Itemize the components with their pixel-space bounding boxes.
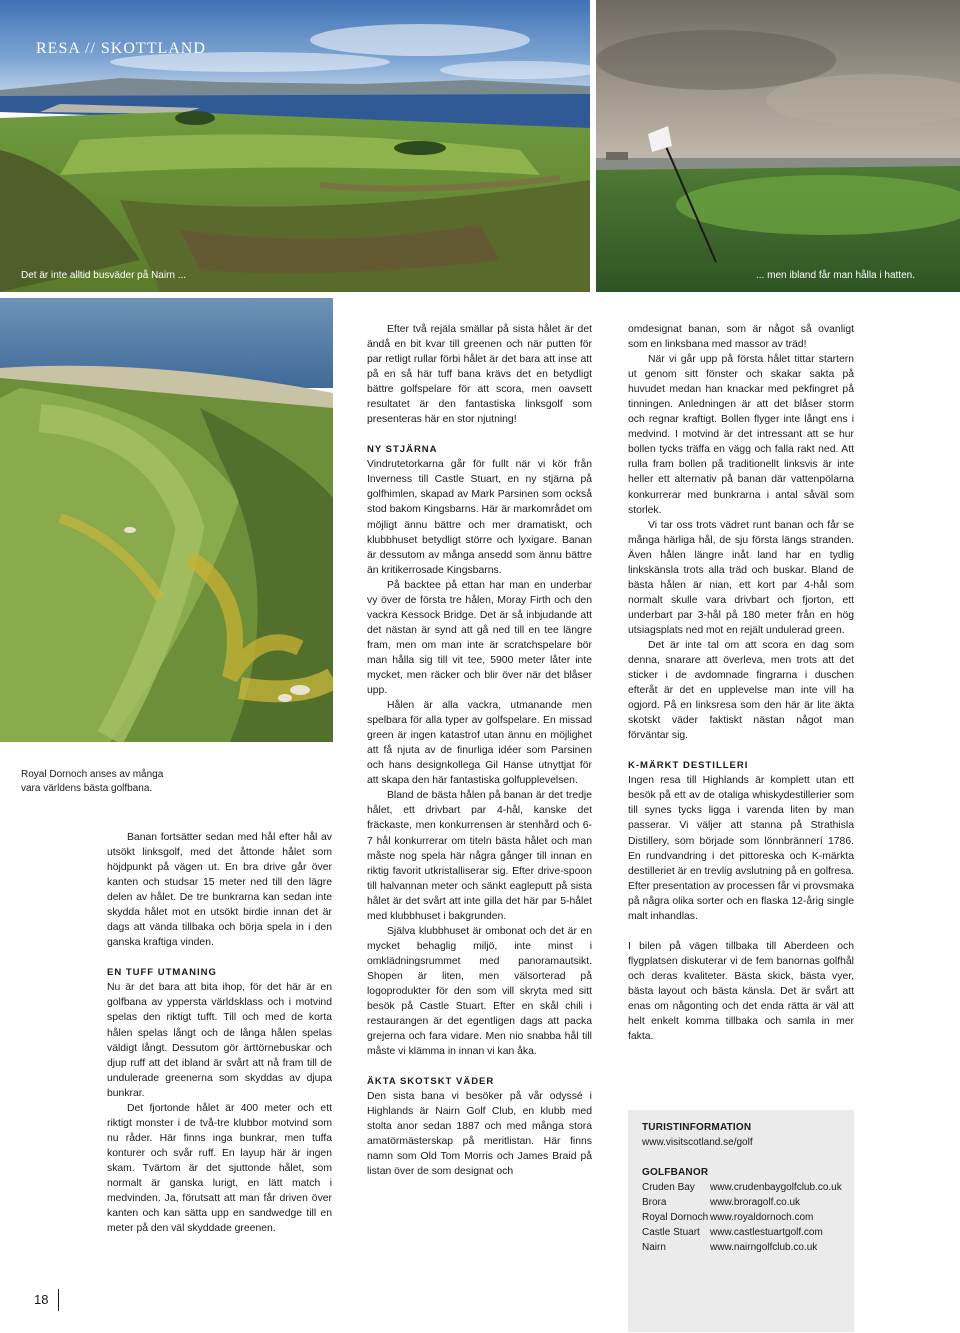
paragraph: Nu är det bara att bita ihop, för det här är en golfbana av yppersta världsklass och i motvind spelas den riktigt tufft. Till och med de korta hålen spelas långt och de långa hålen spelas väldigt långt. Dessutom gör ärttörnebuskar och djup ruff att det ibland är svårt att nå fram till de undulerade greenerna som skyddas av djupa bunkrar. (107, 982, 332, 1099)
page-number-divider (58, 1289, 59, 1311)
course-name: Nairn (642, 1242, 666, 1253)
paragraph: Ingen resa till Highlands är komplett utan ett besök på ett av de otaliga whiskydestillerier som till synes tycks ligga i varenda liten by man passerar. Vi väljer att stanna på Strathisla Distillery, som började som lönnbrännerí 1786. En rundvandring i det pittoreska och K-märkta destilleriet är en trevlig avslutning på en golfresa. Efter presentation av processen får vi provsmaka på några olika sorter och en flaska 12-årig single malt inhandlas. (628, 775, 854, 922)
course-url[interactable]: www.royaldornoch.com (710, 1212, 814, 1223)
paragraph: Efter två rejäla smällar på sista hålet är det ändå en bit kvar till greenen och när putten för par retligt rullar förbi hålet är det bara att inse att på en så här tuff bana krävs det en betydligt bättre golfspelare för att scora, men oavsett resultatet är den fantastiska linksgolf som presenteras här en stor njutning! (367, 324, 592, 426)
courses-title: GOLFBANOR (642, 1167, 709, 1178)
paragraph: I bilen på vägen tillbaka till Aberdeen och flygplatsen diskuterar vi de fem banornas golfhål och deras kvaliteter. Bästa skick, bästa vyer, bästa layout och bästa känsla. Det är svårt att enas om någonting och det enda rätta är väl att helt enkelt komma tillbaka och samla in mer fakta. (628, 940, 854, 1043)
paragraph: Det fjortonde hålet är 400 meter och ett riktigt monster i de två-tre klubbor motvind som nu råder. Här finns inga bunkrar, men tuffa konturer och svår ruff. En layup här är ingen skam. Tvärtom är det sjuttonde hålet, som normalt är ganska lurigt, en lätt match i medvinden. Ja, förutsatt att man får driven över kanten och kan sätta upp en sandwedge till en meter på den väl skyddade greenen. (107, 1102, 332, 1235)
paragraph: Hålen är alla vackra, utmanande men spelbara för alla typer av golfspelare. En missad green är ingen katastrof utan ännu en möjlighet att få njuta av de finurliga idéer som Parsinen och hans designkollega Gil Hanse utnyttjat för att skapa den här fantastiska golfupplevelsen. (367, 700, 592, 787)
subheading-akta-skotskt-vader: ÄKTA SKOTSKT VÄDER (367, 1076, 495, 1088)
course-url[interactable]: www.castlestuartgolf.com (710, 1227, 823, 1238)
tourist-info-box (628, 1110, 854, 1332)
photo-caption-nairn: Det är inte alltid busväder på Nairn ... (21, 270, 187, 281)
subheading-en-tuff-utmaning: EN TUFF UTMANING (107, 967, 217, 979)
subheading-ny-stjarna: NY STJÄRNA (367, 444, 438, 456)
info-title: TURISTINFORMATION (642, 1122, 752, 1133)
photo-flag-in-wind (596, 0, 960, 292)
paragraph: Vindrutetorkarna går för fullt när vi kör från Inverness till Castle Stuart, en ny stjärna på golfhimlen, skapad av Mark Parsinen som också stod bakom Kingsbarns. Här är markområdet om möjligt ännu bättre och mer dramatiskt, och klubbhuset betydligt större och lyxigare. Banan är dessutom av många ansedd som ännu bättre än kritikerrosade Kingsbarns. (367, 459, 592, 576)
course-url[interactable]: www.broragolf.co.uk (710, 1197, 801, 1208)
course-url[interactable]: www.nairngolfclub.co.uk (710, 1242, 818, 1253)
subheading-k-markt-destilleri: K-MÄRKT DESTILLERI (628, 760, 749, 772)
photo-caption-dornoch: Royal Dornoch anses av många vara världens bästa golfbana. (21, 769, 164, 794)
paragraph: Vi tar oss trots vädret runt banan och får se många härliga hål, de sju första längs stranden. Även hålen längre inåt land har en tydlig linkskänsla trots alla träd och buskar. Bland de bästa hålen är nian, ett kort par 4-hål som normalt skulle vara drivbart och fjorton, ett underbart par 3-hål på 180 meter från en hög utsiagsplats ned mot en rejält undulerad green. (628, 519, 854, 636)
course-name: Castle Stuart (642, 1227, 700, 1238)
article-column-3 (628, 322, 854, 1044)
course-name: Cruden Bay (642, 1182, 695, 1193)
info-site-link[interactable]: www.visitscotland.se/golf (642, 1137, 753, 1148)
photo-caption-hat: ... men ibland får man hålla i hatten. (756, 270, 915, 281)
paragraph: Den sista bana vi besöker på vår odyssé i Highlands är Nairn Golf Club, en klubb med stolta anor sedan 1887 och med många stora amatörmästerskap på meritlistan. Här finns namn som Old Tom Morris och James Braid på listan över de som designat och (367, 1091, 592, 1178)
photo-royal-dornoch-aerial (0, 298, 333, 742)
paragraph: Banan fortsätter sedan med hål efter hål av utsökt linksgolf, med det åttonde hålet som höjdpunkt på vägen ut. En bra drive går över kanten och studsar 15 meter ned till den lägre delen av hålet. De tre bunkrarna kan sedan inte skydda hålet mot en utsökt birdie innan det är dags att vända tillbaka och börja spela in i den ganska kraftiga vinden. (107, 832, 332, 949)
course-name: Royal Dornoch (642, 1212, 709, 1223)
section-label: RESA // SKOTTLAND (36, 40, 206, 57)
course-url[interactable]: www.crudenbaygolfclub.co.uk (710, 1182, 842, 1193)
paragraph: Det är inte tal om att scora en dag som denna, snarare att överleva, men trots att det sticker i de avdomnade fingrarna i duschen efteråt är det en upplevelse man inte vill ha ogjord. På en linksresa som den här är lite äkta skotskt väder faktiskt nästan något man förväntar sig. (628, 639, 854, 742)
paragraph: Bland de bästa hålen på banan är det tredje hålet, ett drivbart par 4-hål, kanske det fräckaste, men konkurrensen är stenhård och 6-7 hål konkurrerar om titeln bästa hålet och man måste nog spela här några gånger till innan en riktig favorit utkristalliserar sig. Efter drive-spoon till halvannan meter och sänkt eagleputt på sista hålet är det svårt att inte gilla det här par 5-hålet med klubbhuset i bakgrunden. (367, 790, 592, 922)
article-column-2 (367, 322, 592, 1179)
paragraph: På backtee på ettan har man en underbar vy över de första tre hålen, Moray Firth och den vackra Kessock Bridge. Det är så inbjudande att det nästan är synd att gå ned till en tee längre fram, men om man inte är scratchspelare bör man hålla sig till vit tee, 5900 meter låter inte mycket, men räcker och blir över när det blåser upp. (367, 579, 592, 697)
paragraph: Själva klubbhuset är ombonat och det är en mycket behaglig miljö, inte minst i omklädningsrummet med panoramautsikt. Shopen är liten, men välsorterad på logoprodukter för den som vill skryta med sitt besök på Castle Stuart. Efter en skål chili i restaurangen är det egentligen dags att packa grejerna och fara vidare. Men nio snabba hål till måste vi klämma in innan vi kan åka. (367, 925, 592, 1058)
page-number: 18 (34, 1292, 49, 1307)
article-column-1 (107, 830, 332, 1236)
paragraph: omdesignat banan, som är något så ovanligt som en linksbana med massor av träd! (628, 324, 854, 351)
paragraph: När vi går upp på första hålet tittar startern ut genom sitt fönster och skakar sakta på huvudet medan han knackar med pekfingret på tinningen. Anledningen är att det blåser storm och regnar kraftigt. Bollen flyger inte långt ens i medvind. I motvind är det intressant att se hur bollen tycks träffa en vägg och falla rakt ned. Att rulla fram bollen på traditionellt linksvis är inte heller ett alternativ på banan där vattenpölarna konkurrerar med bunkrarna i antal såväl som storlek. (628, 354, 854, 516)
course-name: Brora (642, 1197, 667, 1208)
